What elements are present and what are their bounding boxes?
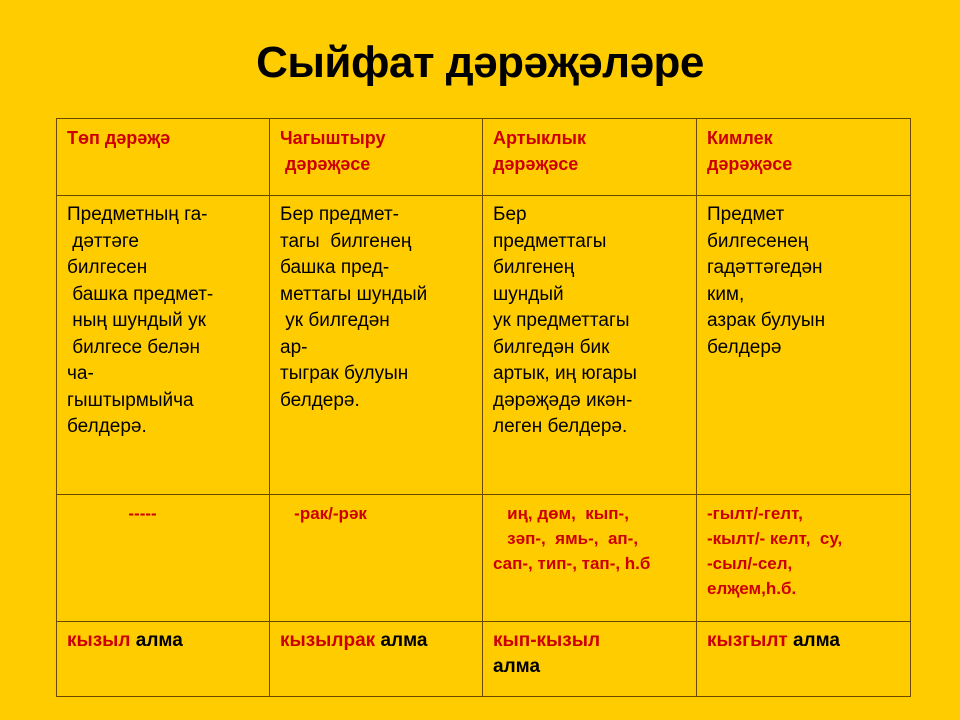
text-line: тыграк булуын (280, 363, 409, 384)
text-line: леген белдерә. (493, 416, 628, 437)
text-line: башка предмет- (67, 283, 214, 305)
text-line: зәп-, ямь-, ап-, (493, 529, 639, 548)
text-line: меттагы шундый (280, 283, 428, 305)
text-line: белдерә (707, 336, 782, 358)
text-line: билгенең (493, 257, 575, 278)
text-line: шундый (493, 283, 564, 305)
text-line: гыштырмыйча (67, 389, 194, 411)
text-line: предметтагы (493, 230, 607, 252)
text-line: Бер предмет- (280, 204, 400, 225)
text-line: билгедән бик (493, 336, 610, 358)
example-adjective: кызылрак (280, 630, 376, 651)
text-line: -гылт/-гелт, (707, 504, 803, 523)
suffix-cell (57, 495, 270, 622)
text-line: ның шундый ук (67, 310, 206, 331)
description-cell (483, 196, 697, 495)
header-cell-base: Төп дәрәҗә (57, 119, 270, 196)
suffix-row (57, 495, 911, 622)
text-line: -сыл/-сел, (707, 554, 793, 573)
suffix-cell (270, 495, 483, 622)
header-cell-comparative: Чагыштыру дәрәҗәсе (270, 119, 483, 196)
text-line: сап-, тип-, тап-, һ.б (493, 554, 651, 573)
example-cell (697, 622, 911, 697)
text-line: елҗем,һ.б. (707, 579, 797, 598)
text-line: азрак булуын (707, 310, 826, 331)
text-line: ар- (280, 336, 308, 358)
example-adjective: кызгылт (707, 630, 788, 651)
text-line: билгесе белән (67, 336, 201, 358)
description-cell (697, 196, 911, 495)
example-adjective: кып-кызыл (493, 630, 601, 651)
text-line: дәрәҗәдә икән- (493, 389, 633, 411)
example-adjective: кызыл (67, 630, 131, 651)
header-cell-diminutive: Кимлек дәрәҗәсе (697, 119, 911, 196)
text-line: артык, иң югары (493, 363, 637, 384)
description-row (57, 196, 911, 495)
text-line: ким, (707, 283, 745, 305)
page-title: Сыйфат дәрәҗәләре (256, 38, 704, 87)
header-cell-superlative: Артыклык дәрәҗәсе (483, 119, 697, 196)
text-line: ук билгедән (280, 310, 390, 331)
description-cell (57, 196, 270, 495)
suffix-cell (483, 495, 697, 622)
text-line: дәттәге (67, 230, 139, 252)
text-line: -кылт/- келт, су, (707, 529, 843, 548)
adjective-degrees-table (56, 118, 911, 697)
text-line: белдерә. (280, 389, 360, 411)
example-cell (270, 622, 483, 697)
text-line: ча- (67, 363, 94, 384)
text-line: Предмет (707, 204, 785, 225)
text-line: белдерә. (67, 416, 147, 437)
example-row (57, 622, 911, 697)
text-line: ук предметтагы (493, 310, 630, 331)
example-cell: кып-кызыл алма (483, 622, 697, 697)
text-line: Предметның га- (67, 204, 208, 225)
text-line: ----- (67, 504, 157, 523)
example-noun: алма (375, 630, 428, 651)
text-line: башка пред- (280, 257, 390, 278)
text-line: билгесенең (707, 230, 809, 252)
example-noun: алма (787, 630, 840, 651)
text-line: тагы билгенең (280, 230, 412, 252)
text-line: билгесен (67, 257, 148, 278)
header-row (57, 119, 911, 196)
text-line: -рак/-рәк (280, 504, 367, 523)
example-cell (57, 622, 270, 697)
example-noun: алма (130, 630, 183, 651)
description-cell (270, 196, 483, 495)
suffix-cell (697, 495, 911, 622)
text-line: Бер (493, 204, 527, 225)
text-line: иң, дөм, кып-, (493, 504, 629, 523)
text-line: гадәттәгедән (707, 257, 823, 278)
